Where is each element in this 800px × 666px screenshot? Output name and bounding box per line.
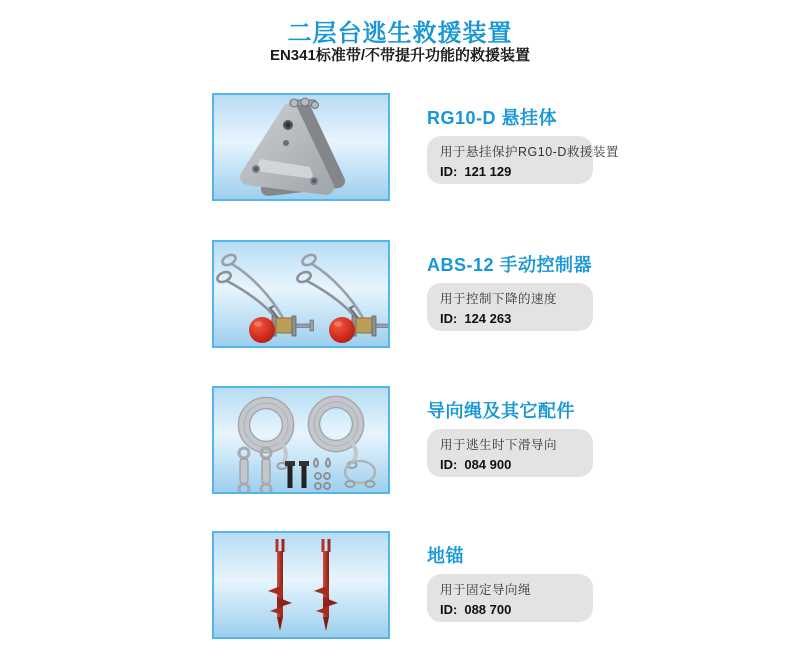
product-image-manual-controllers	[212, 240, 390, 348]
product-image-guide-rope-kit	[212, 386, 390, 494]
product-id-label: ID:	[440, 457, 458, 472]
product-name: 地锚	[427, 546, 464, 566]
product-id	[440, 457, 580, 473]
product-description: 用于逃生时下滑导向	[440, 438, 558, 452]
product-id	[440, 164, 580, 180]
product-description: 用于固定导向绳	[440, 583, 532, 597]
suspension-plate-icon	[214, 95, 388, 199]
product-id-value: 124 263	[464, 311, 512, 326]
product-id-label: ID:	[440, 311, 458, 326]
product-name: RG10-D 悬挂体	[427, 108, 558, 128]
product-id	[440, 311, 580, 327]
product-row	[212, 386, 642, 494]
product-id-label: ID:	[440, 602, 458, 617]
product-name: ABS-12 手动控制器	[427, 255, 593, 275]
product-info	[427, 546, 607, 622]
product-info	[427, 108, 619, 184]
page-subtitle: EN341标准带/不带提升功能的救援装置	[269, 47, 531, 64]
product-id-value: 088 700	[464, 602, 512, 617]
product-info	[427, 255, 607, 331]
guide-rope-kit-icon	[214, 388, 388, 492]
ground-anchors-icon	[214, 533, 388, 637]
product-row	[212, 531, 642, 639]
product-description: 用于控制下降的速度	[440, 292, 558, 306]
product-row	[212, 240, 642, 348]
product-id-value: 084 900	[464, 457, 512, 472]
product-image-suspension-plate	[212, 93, 390, 201]
product-id	[440, 602, 580, 618]
product-desc-box	[427, 283, 593, 331]
page-title: 二层台逃生救援装置	[287, 20, 513, 47]
product-row	[212, 93, 642, 201]
product-id-value: 121 129	[464, 164, 512, 179]
product-image-ground-anchors	[212, 531, 390, 639]
product-desc-box	[427, 136, 619, 184]
product-info	[427, 401, 607, 477]
product-description: 用于悬挂保护RG10-D救援装置	[440, 145, 619, 159]
product-id-label: ID:	[440, 164, 458, 179]
product-desc-box	[427, 574, 593, 622]
manual-controllers-icon	[214, 242, 388, 346]
product-name: 导向绳及其它配件	[427, 401, 575, 421]
product-desc-box	[427, 429, 593, 477]
